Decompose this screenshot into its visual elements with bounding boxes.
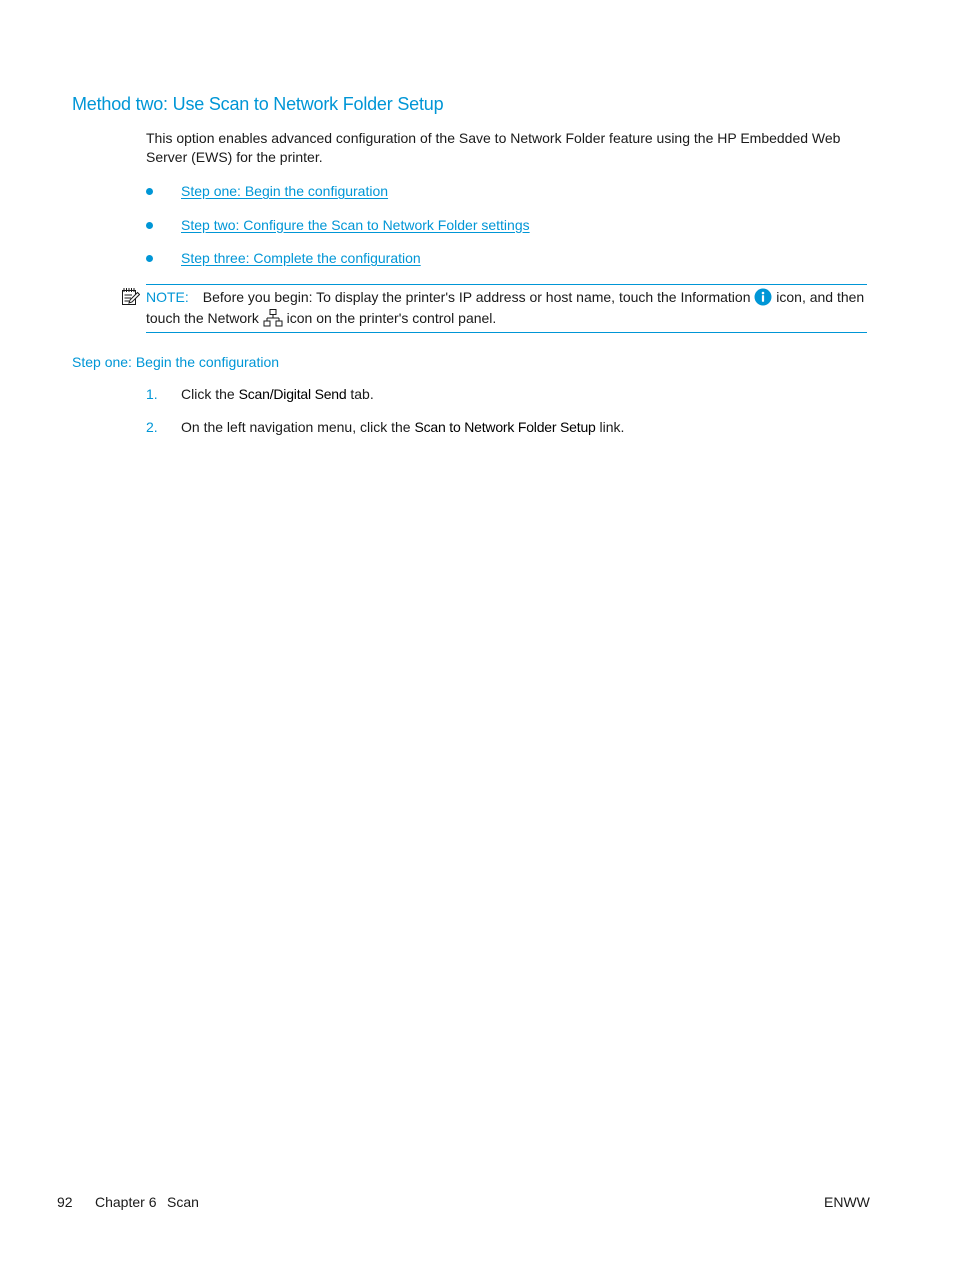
note-pad-icon [120, 286, 140, 306]
ui-term: Scan to Network Folder Setup [414, 419, 596, 435]
step-text: On the left navigation menu, click the Scan to Network Folder Setup link. [181, 419, 625, 435]
note-bottom-rule [146, 332, 867, 333]
bullet-icon [146, 222, 153, 229]
note-text-part: icon, and then touch the Network [146, 289, 865, 326]
link-step-one[interactable]: Step one: Begin the configuration [181, 183, 389, 199]
footer-page-number: 92 [57, 1194, 73, 1210]
subsection-title: Step one: Begin the configuration [72, 354, 280, 370]
step-number: 2. [146, 419, 158, 435]
ui-term: Scan/Digital Send [238, 386, 347, 402]
step-text: Click the Scan/Digital Send tab. [181, 386, 374, 402]
link-step-two[interactable]: Step two: Configure the Scan to Network Folder settings [181, 216, 530, 233]
network-icon [263, 308, 283, 328]
information-icon [754, 288, 772, 306]
footer-locale: ENWW [824, 1194, 870, 1210]
footer-chapter: Chapter 6 [95, 1194, 157, 1210]
note-text-part: Before you begin: To display the printer's IP address or host name, touch the Information [202, 289, 755, 305]
link-step-three[interactable]: Step three: Complete the configuration [181, 250, 421, 266]
bullet-icon [146, 188, 153, 195]
note-label: NOTE: [146, 289, 189, 305]
note-text-part: icon on the printer's control panel. [282, 310, 497, 326]
note-top-rule [146, 284, 867, 285]
bullet-icon [146, 255, 153, 262]
footer-section: Scan [167, 1194, 199, 1210]
note-text [146, 287, 868, 329]
step-number: 1. [146, 386, 158, 402]
section-title: Method two: Use Scan to Network Folder Setup [72, 94, 444, 114]
intro-paragraph: This option enables advanced configuration of the Save to Network Folder feature using the HP Embedded Web Server (EWS) for the printer. [146, 130, 841, 165]
